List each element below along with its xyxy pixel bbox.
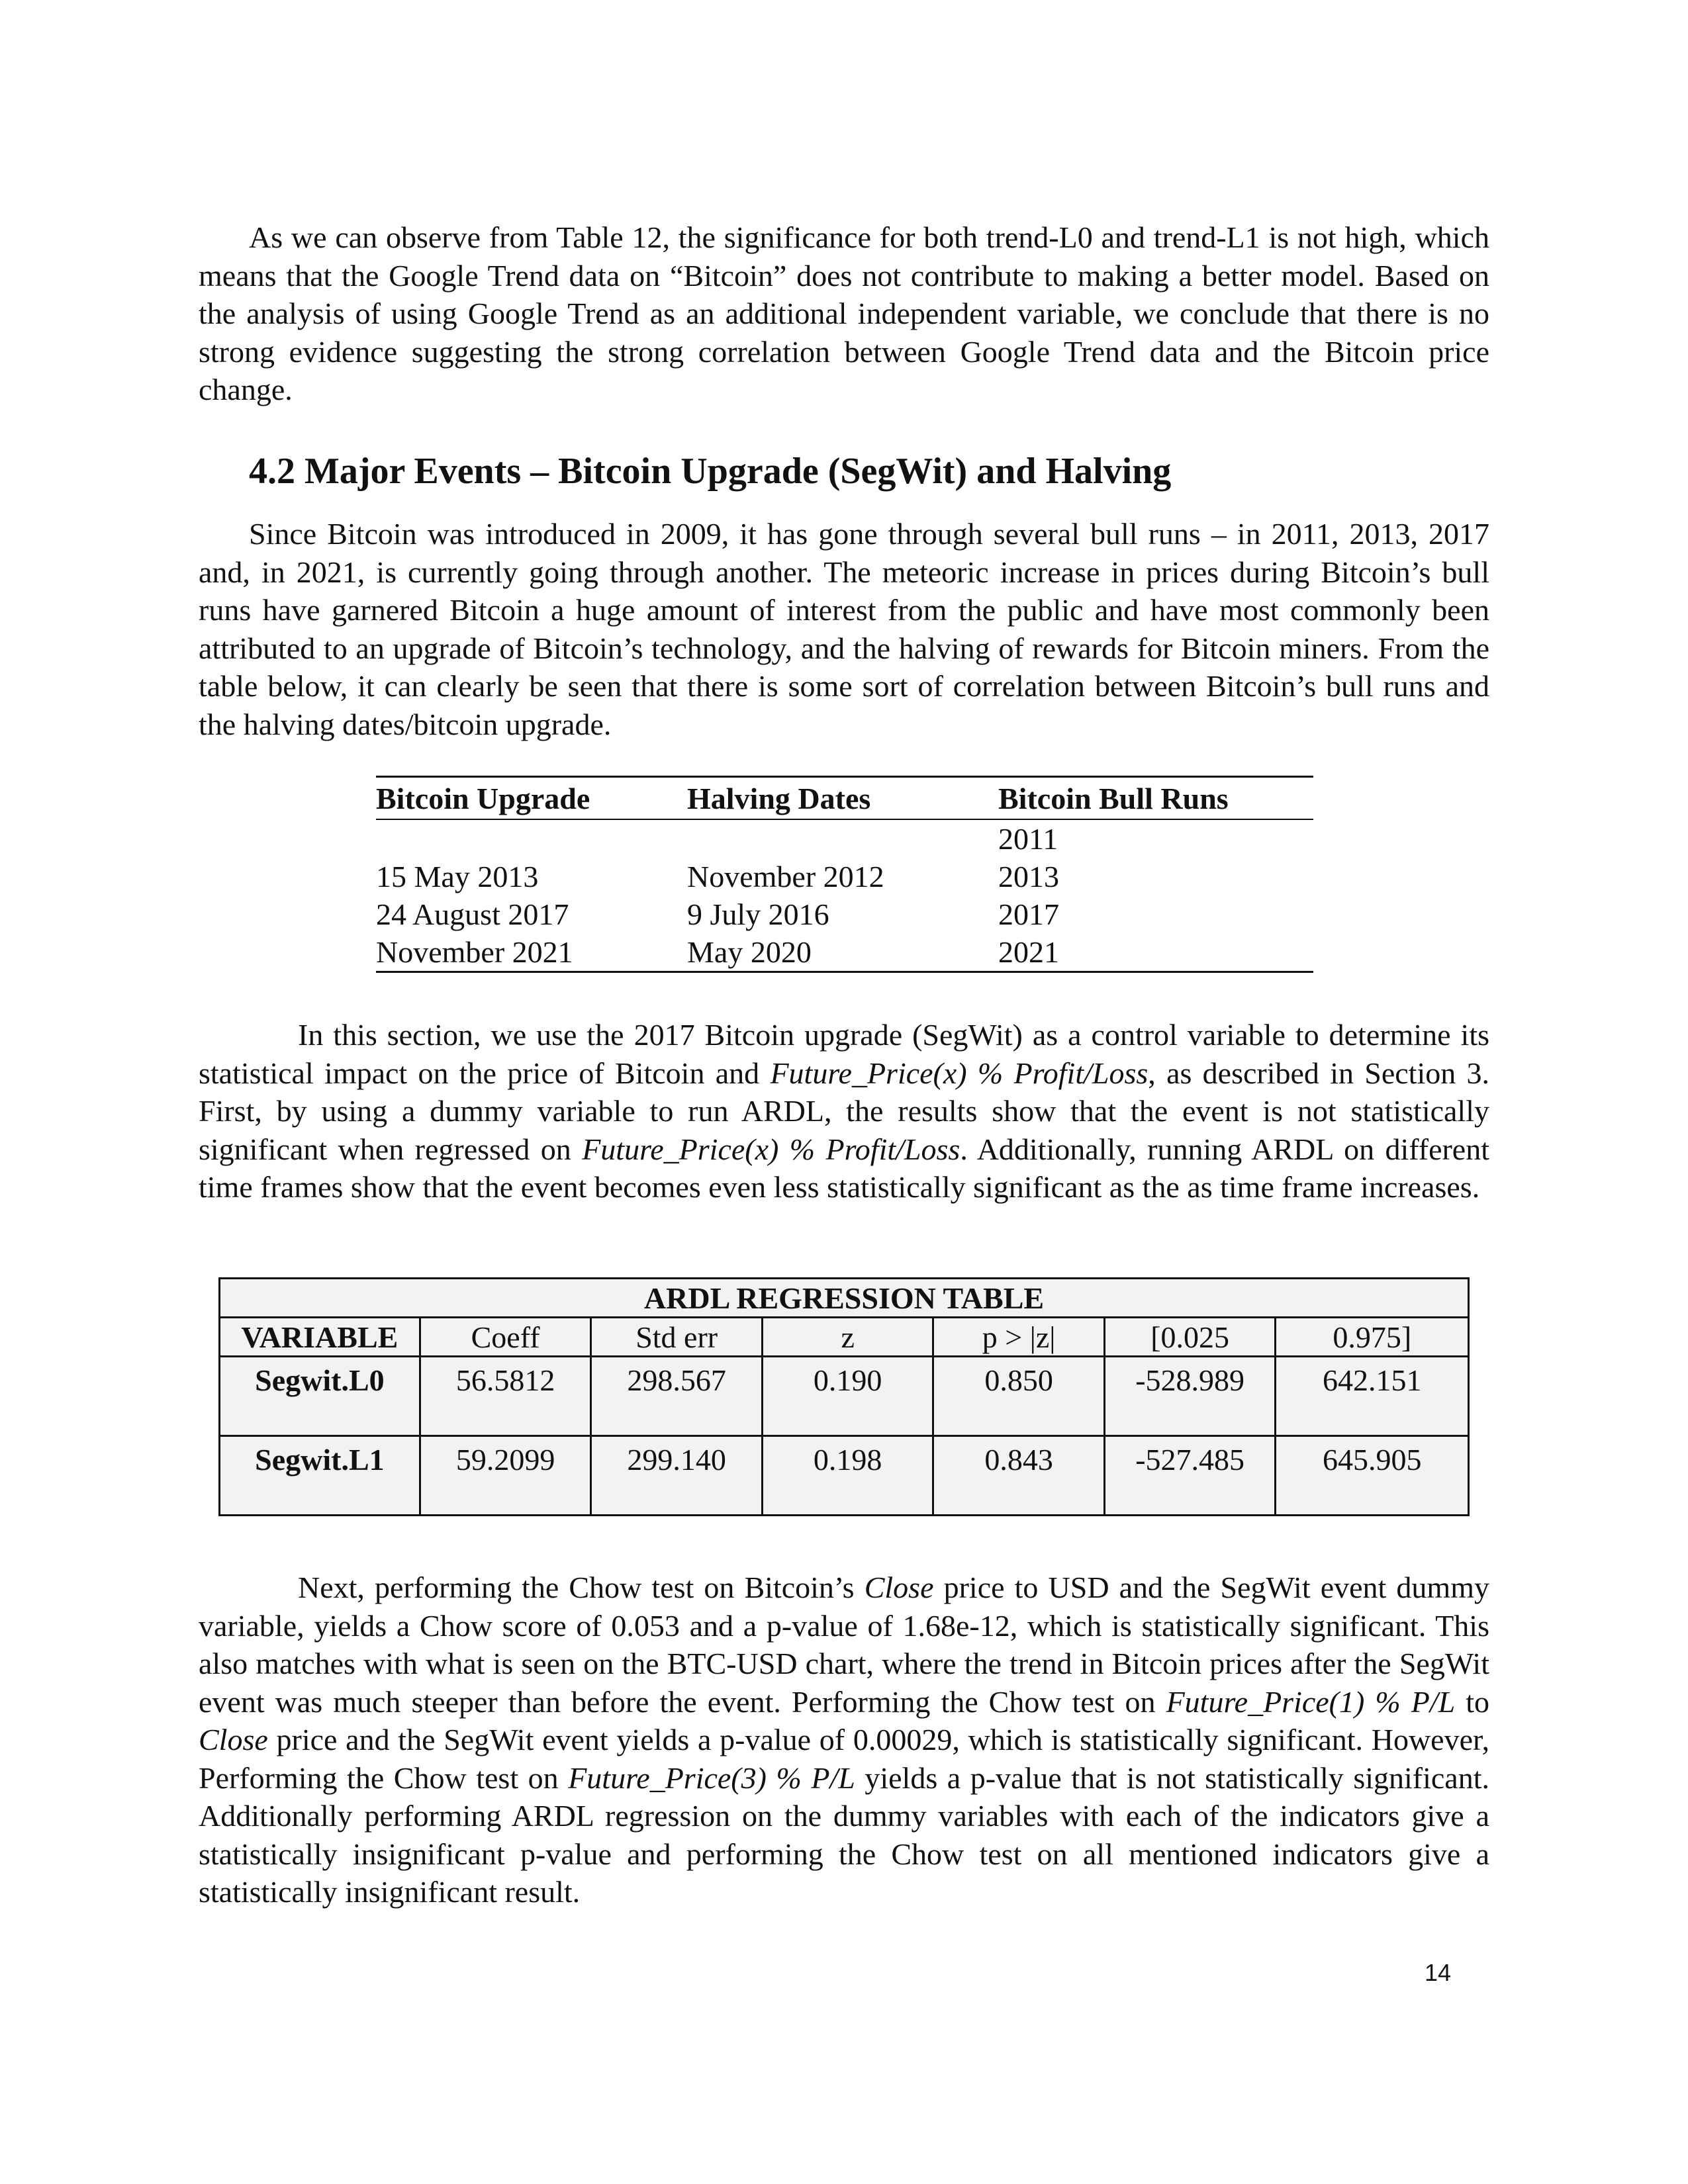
cell-p-value: 0.850 — [933, 1357, 1104, 1436]
cell-z: 0.198 — [762, 1436, 933, 1516]
italic-term: Close — [864, 1570, 934, 1604]
cell-ci-low: -528.989 — [1104, 1357, 1276, 1436]
halving-table — [376, 776, 1313, 973]
table-row — [376, 858, 1313, 895]
text-run: price and the SegWit event yields a p-value of 0.00029, which is statistically significant. However, Performing the Chow test on — [199, 1723, 1489, 1795]
halving-table-header — [376, 778, 1313, 820]
cell-ci-high: 642.151 — [1276, 1357, 1469, 1436]
ardl-regression-table — [218, 1277, 1470, 1516]
header-std-err: Std err — [591, 1318, 763, 1357]
table-row — [376, 933, 1313, 971]
cell-upgrade: 15 May 2013 — [376, 860, 539, 893]
header-halving-dates: Halving Dates — [687, 781, 871, 815]
table-row — [220, 1357, 1469, 1436]
text-run: Next, performing the Chow test on Bitcoin’s — [298, 1570, 865, 1604]
section-heading: 4.2 Major Events – Bitcoin Upgrade (SegWit) and Halving — [249, 451, 1172, 492]
italic-term: Future_Price(x) % Profit/Loss — [582, 1132, 961, 1166]
cell-upgrade: 24 August 2017 — [376, 897, 569, 931]
cell-halving: 9 July 2016 — [687, 897, 829, 931]
italic-term: Close — [199, 1723, 268, 1756]
cell-bull-run: 2017 — [998, 897, 1059, 931]
table-row — [376, 820, 1313, 858]
header-bitcoin-upgrade: Bitcoin Upgrade — [376, 781, 590, 815]
cell-halving: May 2020 — [687, 935, 812, 969]
cell-coeff: 59.2099 — [420, 1436, 591, 1516]
cell-ci-high: 645.905 — [1276, 1436, 1469, 1516]
paragraph-google-trend-conclusion: As we can observe from Table 12, the significance for both trend-L0 and trend-L1 is not high, which means that the Google Trend data on “Bitcoin” does not contribute to making a better model. Based on the analysis of using Google Trend as an additional independent variable, we conclude that there is no strong evidence suggesting the strong correlation between Google Trend data and the Bitcoin price change. — [199, 220, 1489, 406]
cell-bull-run: 2011 — [998, 822, 1058, 856]
header-bull-runs: Bitcoin Bull Runs — [998, 781, 1229, 815]
table-row — [376, 895, 1313, 933]
italic-term: Future_Price(3) % P/L — [568, 1760, 855, 1795]
header-z: z — [762, 1318, 933, 1357]
italic-term: Future_Price(x) % Profit/Loss — [770, 1056, 1149, 1090]
cell-std-err: 298.567 — [591, 1357, 763, 1436]
cell-coeff: 56.5812 — [420, 1357, 591, 1436]
ardl-table-title-row — [220, 1279, 1469, 1318]
header-coeff: Coeff — [420, 1318, 591, 1357]
paragraph-chow-test — [199, 1569, 1489, 1911]
cell-halving: November 2012 — [687, 860, 884, 893]
paragraph-segwit-control — [199, 1016, 1489, 1206]
cell-upgrade: November 2021 — [376, 935, 573, 969]
ardl-table-header-row — [220, 1318, 1469, 1357]
cell-z: 0.190 — [762, 1357, 933, 1436]
cell-std-err: 299.140 — [591, 1436, 763, 1516]
cell-variable: Segwit.L0 — [220, 1357, 420, 1436]
header-ci-low: [0.025 — [1104, 1318, 1276, 1357]
cell-bull-run: 2021 — [998, 935, 1059, 969]
cell-ci-low: -527.485 — [1104, 1436, 1276, 1516]
italic-term: Future_Price(1) % P/L — [1166, 1684, 1456, 1719]
header-ci-high: 0.975] — [1276, 1318, 1469, 1357]
header-variable: VARIABLE — [220, 1318, 420, 1357]
text-run: . Additionally, running ARDL on different time frames show that the event becomes even less statistically significant as the as time frame increases. — [199, 1132, 1490, 1204]
paragraph-bull-runs: Since Bitcoin was introduced in 2009, it has gone through several bull runs – in 2011, 2013, 2017 and, in 2021, is currently going through another. The meteoric increase in prices during Bitcoin’s bull runs have garnered Bitcoin a huge amount of interest from the public and have most commonly been attributed to an upgrade of Bitcoin’s technology, and the halving of rewards for Bitcoin miners. From the table below, it can clearly be seen that there is some sort of correlation between Bitcoin’s bull runs and the halving dates/bitcoin upgrade. — [199, 517, 1489, 741]
cell-bull-run: 2013 — [998, 860, 1059, 893]
cell-p-value: 0.843 — [933, 1436, 1104, 1516]
cell-variable: Segwit.L1 — [220, 1436, 420, 1516]
table-row — [220, 1436, 1469, 1516]
text-run: , as described in Section 3. First, by using a dummy variable to run ARDL, the results show that the event is not statistically significant when regressed on — [199, 1056, 1490, 1166]
page-number: 14 — [1425, 1959, 1452, 1986]
ardl-table-title: ARDL REGRESSION TABLE — [220, 1279, 1469, 1318]
text-run: to — [1455, 1684, 1490, 1719]
text-run: In this section, we use the 2017 Bitcoin upgrade (SegWit) as a control variable to determine its statistical impact on the price of Bitcoin and — [199, 1018, 1489, 1090]
header-p-value: p > |z| — [933, 1318, 1104, 1357]
text-run: yields a p-value that is not statistically significant. Additionally performing ARDL regression on the dummy variables with each of the indicators give a statistically insignificant p-value and performing the Chow test on all mentioned indicators give a statistically insignificant result. — [199, 1760, 1489, 1909]
text-run: price to USD and the SegWit event dummy variable, yields a Chow score of 0.053 and a p-value of 1.68e-12, which is statistically significant. This also matches with what is seen on the BTC-USD chart, where the trend in Bitcoin prices after the SegWit event was much steeper than before the event. Performing the Chow test on — [199, 1570, 1489, 1719]
